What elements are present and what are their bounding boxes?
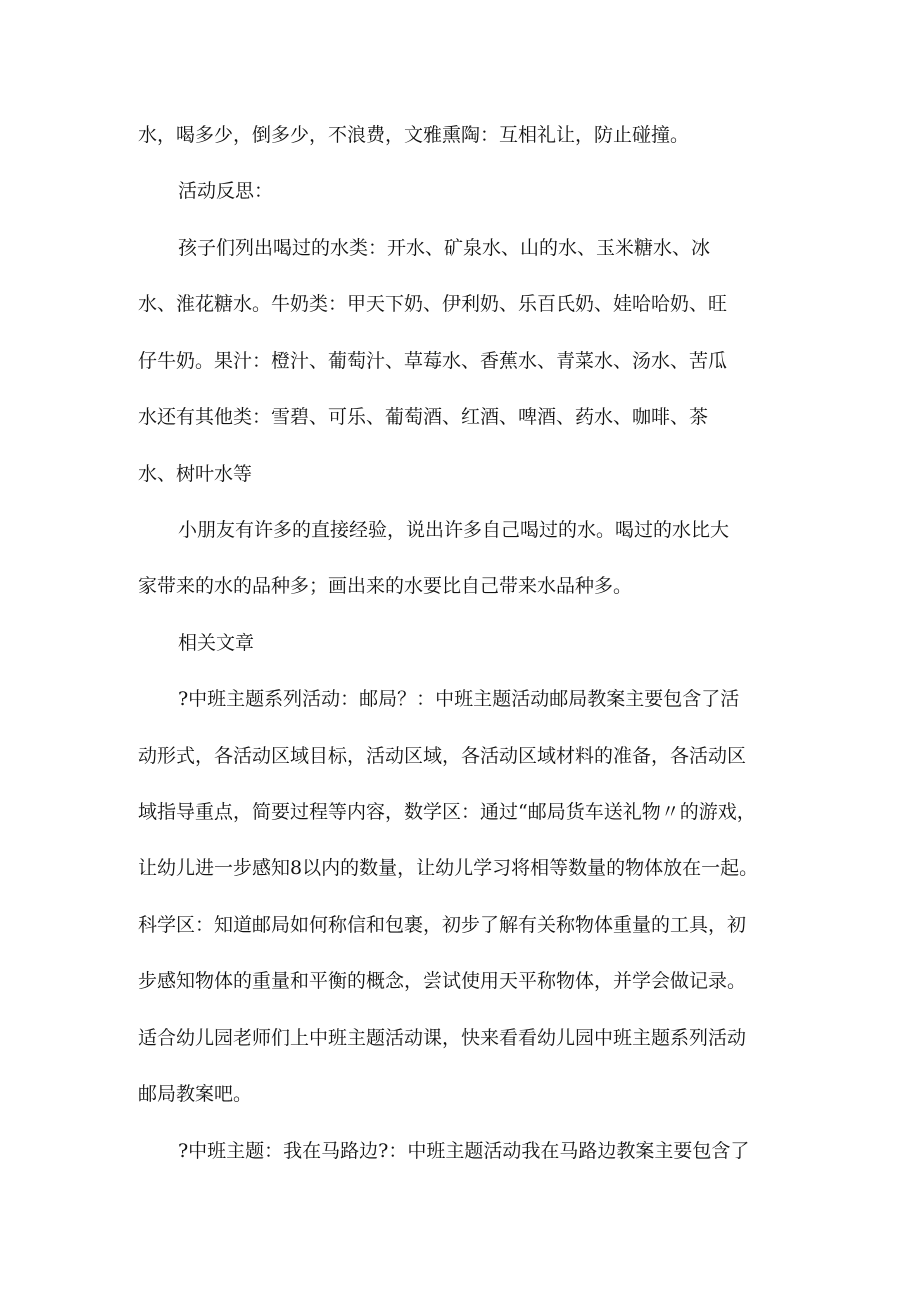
text-line: 动形式，各活动区域目标，活动区域，各活动区域材料的准备，各活动区: [138, 745, 747, 767]
text-line: 仔牛奶。果汁：橙汁、葡萄汁、草莓水、香蕉水、青菜水、汤水、苦瓜: [138, 350, 728, 372]
section-heading: 活动反思：: [178, 180, 274, 202]
text-line: ?中班主题：我在马路边?：中班主题活动我在马路边教案主要包含了: [178, 1140, 750, 1162]
text-line: 家带来的水的品种多；画出来的水要比自己带来水品种多。: [138, 575, 633, 597]
text-line: ?中班主题系列活动：邮局？：中班主题活动邮局教案主要包含了活: [178, 688, 740, 710]
text-line: 域指导重点，简要过程等内容，数学区：通过“邮局货车送礼物〃的游戏，: [138, 801, 756, 823]
text-line: 水、树叶水等: [138, 463, 253, 485]
text-line: 让幼儿进一步感知8以内的数量，让幼儿学习将相等数量的物体放在一起。: [138, 857, 759, 879]
text-line: 水、淮花糖水。牛奶类：甲天下奶、伊利奶、乐百氏奶、娃哈哈奶、旺: [138, 293, 728, 315]
text-line: 小朋友有许多的直接经验，说出许多自己喝过的水。喝过的水比大: [178, 519, 730, 541]
text-line: 步感知物体的重量和平衡的概念，尝试使用天平称物体，并学会做记录。: [138, 970, 747, 992]
section-heading: 相关文章: [178, 632, 255, 654]
text-line: 科学区：知道邮局如何称信和包裹，初步了解有关称物体重量的工具，初: [138, 914, 747, 936]
text-line: 孩子们列出喝过的水类：开水、矿泉水、山的水、玉米糖水、冰: [178, 237, 711, 259]
text-line: 邮局教案吧。: [138, 1083, 253, 1105]
text-line: 水还有其他类：雪碧、可乐、葡萄酒、红酒、啤酒、药水、咖啡、茶: [138, 406, 709, 428]
text-line: 适合幼儿园老师们上中班主题活动课，快来看看幼儿园中班主题系列活动: [138, 1027, 747, 1049]
text-line: 水，喝多少，倒多少，不浪费，文雅熏陶：互相礼让，防止碰撞。: [138, 124, 690, 146]
